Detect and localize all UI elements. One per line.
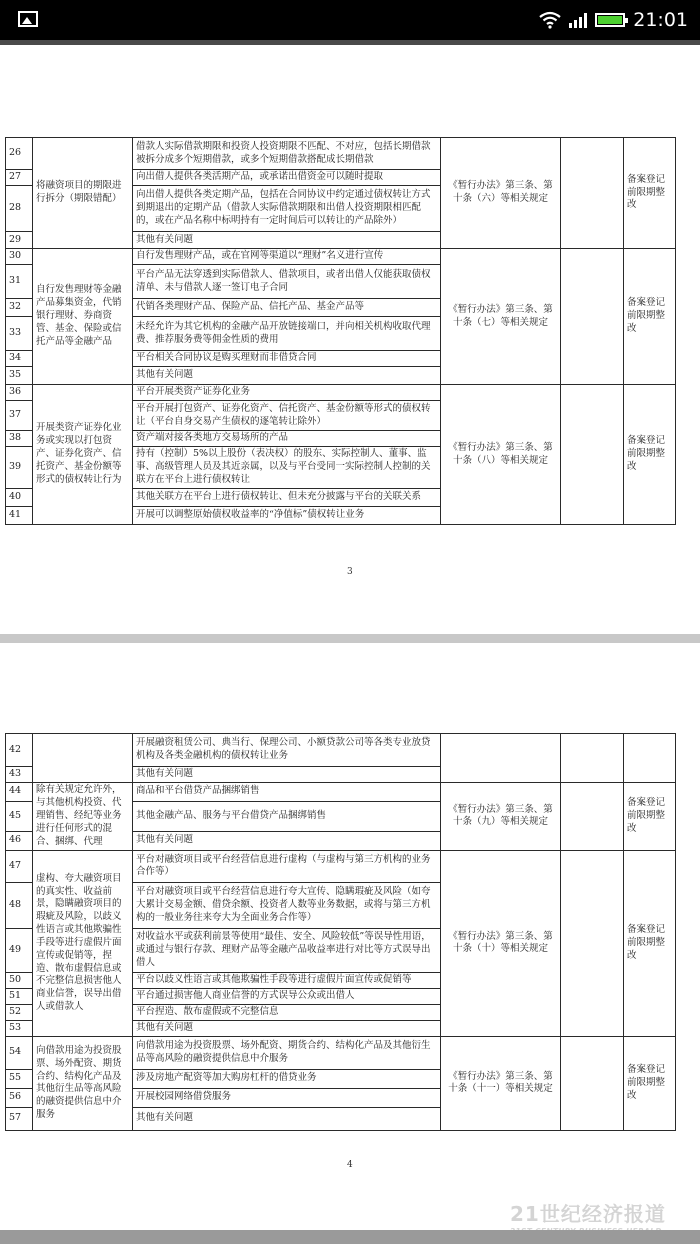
- legal-basis: 《暂行办法》第三条、第十条（八）等相关规定: [441, 385, 561, 525]
- issue-detail: 平台对融资项目或平台经营信息进行夸大宣传、隐瞒瑕疵及风险（如夸大累计交易金额、借贷余额、投资者人数等业务数据，或将与第三方机构的一般业务往来夸大为全面业务合作等）: [133, 882, 441, 928]
- rectification-action: 备案登记前限期整改: [624, 385, 676, 525]
- row-number: 46: [6, 831, 33, 850]
- issue-detail: 向出借人提供各类活期产品，或承诺出借资金可以随时提取: [133, 170, 441, 186]
- row-number: 57: [6, 1107, 33, 1130]
- issue-detail: 其他有关问题: [133, 831, 441, 850]
- issue-detail: 平台对融资项目或平台经营信息进行虚构（与虚构与第三方机构的业务合作等）: [133, 850, 441, 882]
- issue-detail: 其他关联方在平台上进行债权转让、但未充分披露与平台的关联关系: [133, 489, 441, 507]
- row-number: 45: [6, 801, 33, 831]
- issue-detail: 平台产品无法穿透到实际借款人、借款项目，或者出借人仅能获取债权清单、未与借款人逐一签订电子合同: [133, 265, 441, 299]
- row-number: 44: [6, 782, 33, 801]
- row-number: 43: [6, 767, 33, 783]
- issue-detail: 开展融资租赁公司、典当行、保理公司、小额贷款公司等各类专业放贷机构及各类金融机构的债权转让业务: [133, 734, 441, 767]
- legal-basis: 《暂行办法》第三条、第十条（十）等相关规定: [441, 850, 561, 1036]
- issue-category: 向借款用途为投资股票、场外配资、期货合约、结构化产品及其他衍生品等高风险的融资提供信息中介服务: [33, 1036, 133, 1130]
- row-number: 37: [6, 401, 33, 431]
- rectification-action: 备案登记前限期整改: [624, 782, 676, 850]
- row-number: 35: [6, 367, 33, 385]
- legal-basis: [441, 734, 561, 783]
- row-number: 49: [6, 928, 33, 972]
- row-number: 51: [6, 988, 33, 1004]
- legal-basis: 《暂行办法》第三条、第十条（九）等相关规定: [441, 782, 561, 850]
- row-number: 52: [6, 1004, 33, 1020]
- issue-detail: 未经允许为其它机构的金融产品开放链接端口，并向相关机构收取代理费、推荐服务费等佣金性质的费用: [133, 317, 441, 351]
- issue-detail: 平台通过损害他人商业信誉的方式误导公众或出借人: [133, 988, 441, 1004]
- row-number: 55: [6, 1069, 33, 1088]
- row-number: 50: [6, 972, 33, 988]
- watermark-title: 21世纪经济报道: [510, 1202, 666, 1226]
- rectification-action: 备案登记前限期整改: [624, 850, 676, 1036]
- page-number: 3: [347, 567, 353, 577]
- status-bar: [0, 0, 700, 40]
- issue-detail: 平台开展类资产证券化业务: [133, 385, 441, 401]
- issue-category: 除有关规定允许外，与其他机构投资、代理销售、经纪等业务进行任何形式的混合、捆绑、代理: [33, 782, 133, 850]
- signal-icon: [569, 12, 587, 28]
- issue-detail: 其他金融产品、服务与平台借贷产品捆绑销售: [133, 801, 441, 831]
- issue-category: [33, 734, 133, 783]
- issue-detail: 其他有关问题: [133, 1107, 441, 1130]
- issue-detail: 商品和平台借贷产品捆绑销售: [133, 782, 441, 801]
- blank-cell: [561, 734, 624, 783]
- issue-category: 将融资项目的期限进行拆分（期限错配）: [33, 138, 133, 249]
- rectification-action: 备案登记前限期整改: [624, 138, 676, 249]
- table-row: [6, 385, 676, 401]
- row-number: 33: [6, 317, 33, 351]
- row-number: 29: [6, 232, 33, 249]
- viewer-top-edge: [0, 40, 700, 45]
- legal-basis: 《暂行办法》第三条、第十条（七）等相关规定: [441, 249, 561, 385]
- row-number: 48: [6, 882, 33, 928]
- blank-cell: [561, 782, 624, 850]
- blank-cell: [561, 385, 624, 525]
- row-number: 40: [6, 489, 33, 507]
- issue-detail: 持有（控制）5%以上股份（表决权）的股东、实际控制人、董事、监事、高级管理人员及其近亲属，以及与平台受同一实际控制人控制的关联方在平台上进行债权转让: [133, 447, 441, 489]
- issue-detail: 其他有关问题: [133, 232, 441, 249]
- page-divider: [0, 634, 700, 643]
- issue-detail: 其他有关问题: [133, 767, 441, 783]
- page4-table: [5, 733, 676, 1131]
- row-number: 27: [6, 170, 33, 186]
- page3-table: [5, 137, 676, 525]
- issue-detail: 向出借人提供各类定期产品，包括在合同协议中约定通过债权转让方式到期退出的定期产品（借款人实际借款期限和出借人投资期限相匹配的，或在产品名称中标明持有一定时间后可以转让的产品除外）: [133, 186, 441, 232]
- table-row: [6, 782, 676, 801]
- row-number: 34: [6, 351, 33, 367]
- issue-category: 虚构、夸大融资项目的真实性、收益前景，隐瞒融资项目的瑕疵及风险，以歧义性语言或其他欺骗性手段等进行虚假片面宣传或促销等，捏造、散布虚假信息或不完整信息损害他人商业信誉，误导出借人或借款人: [33, 850, 133, 1036]
- issue-detail: 其他有关问题: [133, 1020, 441, 1036]
- rectification-action: 备案登记前限期整改: [624, 249, 676, 385]
- table-row: [6, 734, 676, 767]
- battery-icon: [595, 13, 625, 27]
- page-number: 4: [347, 1160, 353, 1170]
- row-number: 42: [6, 734, 33, 767]
- legal-basis: 《暂行办法》第三条、第十条（六）等相关规定: [441, 138, 561, 249]
- table-row: [6, 850, 676, 882]
- row-number: 31: [6, 265, 33, 299]
- issue-detail: 涉及房地产配资等加大购房杠杆的借贷业务: [133, 1069, 441, 1088]
- row-number: 56: [6, 1088, 33, 1107]
- row-number: 26: [6, 138, 33, 170]
- issue-detail: 开展校园网络借贷服务: [133, 1088, 441, 1107]
- issue-detail: 平台相关合同协议是购买理财而非借贷合同: [133, 351, 441, 367]
- row-number: 30: [6, 249, 33, 265]
- issue-category: 自行发售理财等金融产品募集资金，代销银行理财、券商资管、基金、保险或信托产品等金融产品: [33, 249, 133, 385]
- row-number: 53: [6, 1020, 33, 1036]
- issue-detail: 平台开展打包资产、证券化资产、信托资产、基金份额等形式的债权转让（平台自身交易产生债权的逐笔转让除外）: [133, 401, 441, 431]
- blank-cell: [561, 1036, 624, 1130]
- issue-detail: 代销各类理财产品、保险产品、信托产品、基金产品等: [133, 299, 441, 317]
- issue-detail: 资产端对接各类地方交易场所的产品: [133, 431, 441, 447]
- blank-cell: [561, 850, 624, 1036]
- row-number: 47: [6, 850, 33, 882]
- row-number: 41: [6, 507, 33, 525]
- table-row: [6, 138, 676, 170]
- issue-detail: 开展可以调整原始债权收益率的“净值标”债权转让业务: [133, 507, 441, 525]
- issue-category: 开展类资产证券化业务或实现以打包资产、证券化资产、信托资产、基金份额等形式的债权转让行为: [33, 385, 133, 525]
- table-row: [6, 1036, 676, 1069]
- issue-detail: 平台以歧义性语言或其他欺骗性手段等进行虚假片面宣传或促销等: [133, 972, 441, 988]
- issue-detail: 对收益水平或获利前景等使用“最佳、安全、风险较低”等误导性用语，或通过与银行存款、理财产品等金融产品收益率进行对比等方式误导出借人: [133, 928, 441, 972]
- issue-detail: 平台捏造、散布虚假或不完整信息: [133, 1004, 441, 1020]
- row-number: 54: [6, 1036, 33, 1069]
- legal-basis: 《暂行办法》第三条、第十条（十一）等相关规定: [441, 1036, 561, 1130]
- issue-detail: 向借款用途为投资股票、场外配资、期货合约、结构化产品及其他衍生品等高风险的融资提供信息中介服务: [133, 1036, 441, 1069]
- viewer-bottom-edge: [0, 1230, 700, 1244]
- row-number: 39: [6, 447, 33, 489]
- blank-cell: [561, 249, 624, 385]
- issue-detail: 其他有关问题: [133, 367, 441, 385]
- wifi-icon: [539, 11, 561, 29]
- image-icon: [18, 11, 38, 27]
- table-row: [6, 249, 676, 265]
- status-icons: [539, 8, 688, 32]
- row-number: 32: [6, 299, 33, 317]
- row-number: 28: [6, 186, 33, 232]
- row-number: 38: [6, 431, 33, 447]
- rectification-action: [624, 734, 676, 783]
- row-number: 36: [6, 385, 33, 401]
- issue-detail: 自行发售理财产品，或在官网等渠道以“理财”名义进行宣传: [133, 249, 441, 265]
- blank-cell: [561, 138, 624, 249]
- rectification-action: 备案登记前限期整改: [624, 1036, 676, 1130]
- issue-detail: 借款人实际借款期限和投资人投资期限不匹配、不对应，包括长期借款被拆分成多个短期借款，或多个短期借款搭配成长期借款: [133, 138, 441, 170]
- clock: 21:01: [633, 9, 688, 31]
